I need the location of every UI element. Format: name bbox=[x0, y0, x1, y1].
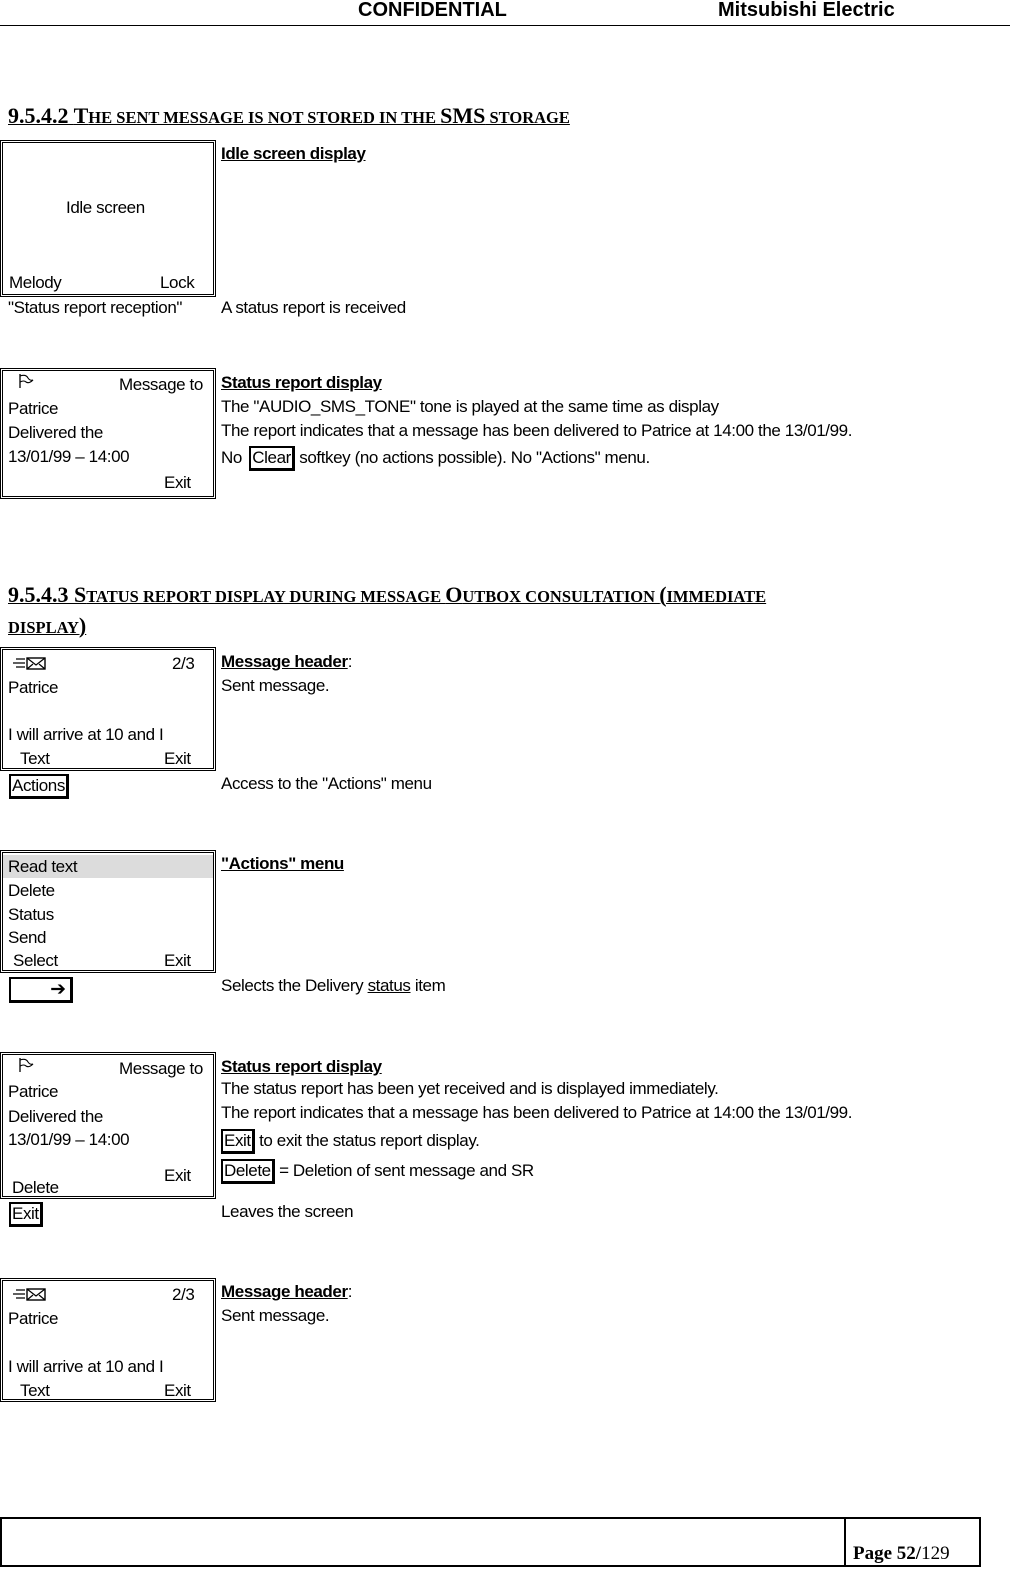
text-softkey[interactable]: Text bbox=[20, 749, 50, 768]
exit-softkey[interactable]: Exit bbox=[164, 1166, 191, 1185]
idle-desc-title: Idle screen display bbox=[221, 144, 366, 163]
recipient-name: Patrice bbox=[8, 678, 59, 697]
exit-key: Exit bbox=[221, 1129, 255, 1154]
actions-key-row bbox=[9, 774, 69, 799]
footer-divider bbox=[844, 1517, 846, 1567]
recipient-name: Patrice bbox=[8, 399, 59, 418]
status-desc-line1: The "AUDIO_SMS_TONE" tone is played at the same time as display bbox=[221, 397, 719, 416]
melody-softkey[interactable]: Melody bbox=[9, 273, 62, 292]
delete-key: Delete bbox=[221, 1159, 275, 1184]
idle-screen-display bbox=[0, 140, 216, 297]
menu-item-status[interactable]: Status bbox=[8, 905, 54, 924]
message-to-header: Message to bbox=[119, 1059, 203, 1078]
status-report-reception-label: "Status report reception" bbox=[8, 298, 183, 317]
sr-desc-title: Status report display bbox=[221, 1057, 382, 1076]
status-report-screen bbox=[0, 368, 216, 499]
delivered-label: Delivered the bbox=[8, 423, 103, 442]
lock-softkey[interactable]: Lock bbox=[160, 273, 195, 292]
status-desc-line2: The report indicates that a message has been delivered to Patrice at 14:00 the 13/01/99. bbox=[221, 421, 853, 440]
actions-key[interactable]: Actions bbox=[9, 774, 69, 799]
menu-item-read-text[interactable]: Read text bbox=[8, 857, 78, 876]
sent-message-icon bbox=[11, 655, 47, 677]
confidential-label: CONFIDENTIAL bbox=[358, 0, 507, 21]
clear-key: Clear bbox=[249, 446, 295, 471]
idle-screen-label: Idle screen bbox=[66, 198, 145, 217]
msg2-desc-line: Sent message. bbox=[221, 1306, 330, 1325]
message-counter: 2/3 bbox=[172, 1285, 195, 1304]
sent-message-icon bbox=[11, 1286, 47, 1308]
sr-desc-exit: Exit to exit the status report display. bbox=[221, 1129, 480, 1154]
section-heading-9-5-4-3-line2: DISPLAY) bbox=[8, 613, 87, 638]
message-counter: 2/3 bbox=[172, 654, 195, 673]
recipient-name: Patrice bbox=[8, 1309, 59, 1328]
msg2-desc-title: Message header: bbox=[221, 1282, 353, 1301]
page-number: Page 52/129 bbox=[853, 1543, 950, 1564]
arrow-desc: Selects the Delivery status item bbox=[221, 976, 446, 995]
arrow-right-icon: ➔ bbox=[50, 978, 66, 1000]
menu-item-send[interactable]: Send bbox=[8, 928, 47, 947]
flag-icon bbox=[17, 1057, 35, 1079]
exit-desc: Leaves the screen bbox=[221, 1202, 354, 1221]
exit-softkey[interactable]: Exit bbox=[164, 951, 191, 970]
select-softkey[interactable]: Select bbox=[13, 951, 58, 970]
status-report-immediate-screen bbox=[0, 1052, 216, 1199]
exit-softkey[interactable]: Exit bbox=[164, 749, 191, 768]
section-heading-9-5-4-3: 9.5.4.3 STATUS REPORT DISPLAY DURING MESSAGE OUTBOX CONSULTATION (IMMEDIATE bbox=[8, 582, 767, 607]
footer-box bbox=[0, 1517, 981, 1567]
msg-desc-title: Message header: bbox=[221, 652, 353, 671]
menu-desc-title: "Actions" menu bbox=[221, 854, 344, 873]
exit-key[interactable]: Exit bbox=[9, 1202, 43, 1227]
message-to-header: Message to bbox=[119, 375, 203, 394]
delivery-datetime: 13/01/99 – 14:00 bbox=[8, 1130, 130, 1149]
text-softkey[interactable]: Text bbox=[20, 1381, 50, 1400]
exit-softkey[interactable]: Exit bbox=[164, 1381, 191, 1400]
message-header-screen bbox=[0, 647, 216, 771]
header-rule bbox=[0, 25, 1010, 26]
section-heading-9-5-4-2: 9.5.4.2 THE SENT MESSAGE IS NOT STORED IN THE SMS STORAGE bbox=[8, 103, 570, 128]
menu-item-delete[interactable]: Delete bbox=[8, 881, 55, 900]
sr-desc-delete: Delete = Deletion of sent message and SR bbox=[221, 1159, 534, 1184]
delivered-label: Delivered the bbox=[8, 1107, 103, 1126]
status-desc-title: Status report display bbox=[221, 373, 382, 392]
delete-softkey[interactable]: Delete bbox=[12, 1178, 59, 1197]
sr-desc-line2: The report indicates that a message has been delivered to Patrice at 14:00 the 13/01/99. bbox=[221, 1103, 853, 1122]
actions-desc: Access to the "Actions" menu bbox=[221, 774, 432, 793]
message-preview: I will arrive at 10 and I bbox=[8, 725, 164, 744]
sr-desc-line1: The status report has been yet received and is displayed immediately. bbox=[221, 1079, 719, 1098]
exit-key-row bbox=[9, 1202, 43, 1227]
status-report-reception-desc: A status report is received bbox=[221, 298, 406, 317]
exit-softkey[interactable]: Exit bbox=[164, 473, 191, 492]
recipient-name: Patrice bbox=[8, 1082, 59, 1101]
delivery-datetime: 13/01/99 – 14:00 bbox=[8, 447, 130, 466]
message-header-screen-2 bbox=[0, 1278, 216, 1402]
arrow-right-key[interactable] bbox=[9, 977, 73, 1003]
status-desc-line3: No Clear softkey (no actions possible). No "Actions" menu. bbox=[221, 446, 650, 471]
message-preview: I will arrive at 10 and I bbox=[8, 1357, 164, 1376]
company-name: Mitsubishi Electric bbox=[718, 0, 895, 21]
actions-menu-screen bbox=[0, 850, 216, 973]
flag-icon bbox=[17, 373, 35, 395]
msg-desc-line: Sent message. bbox=[221, 676, 330, 695]
